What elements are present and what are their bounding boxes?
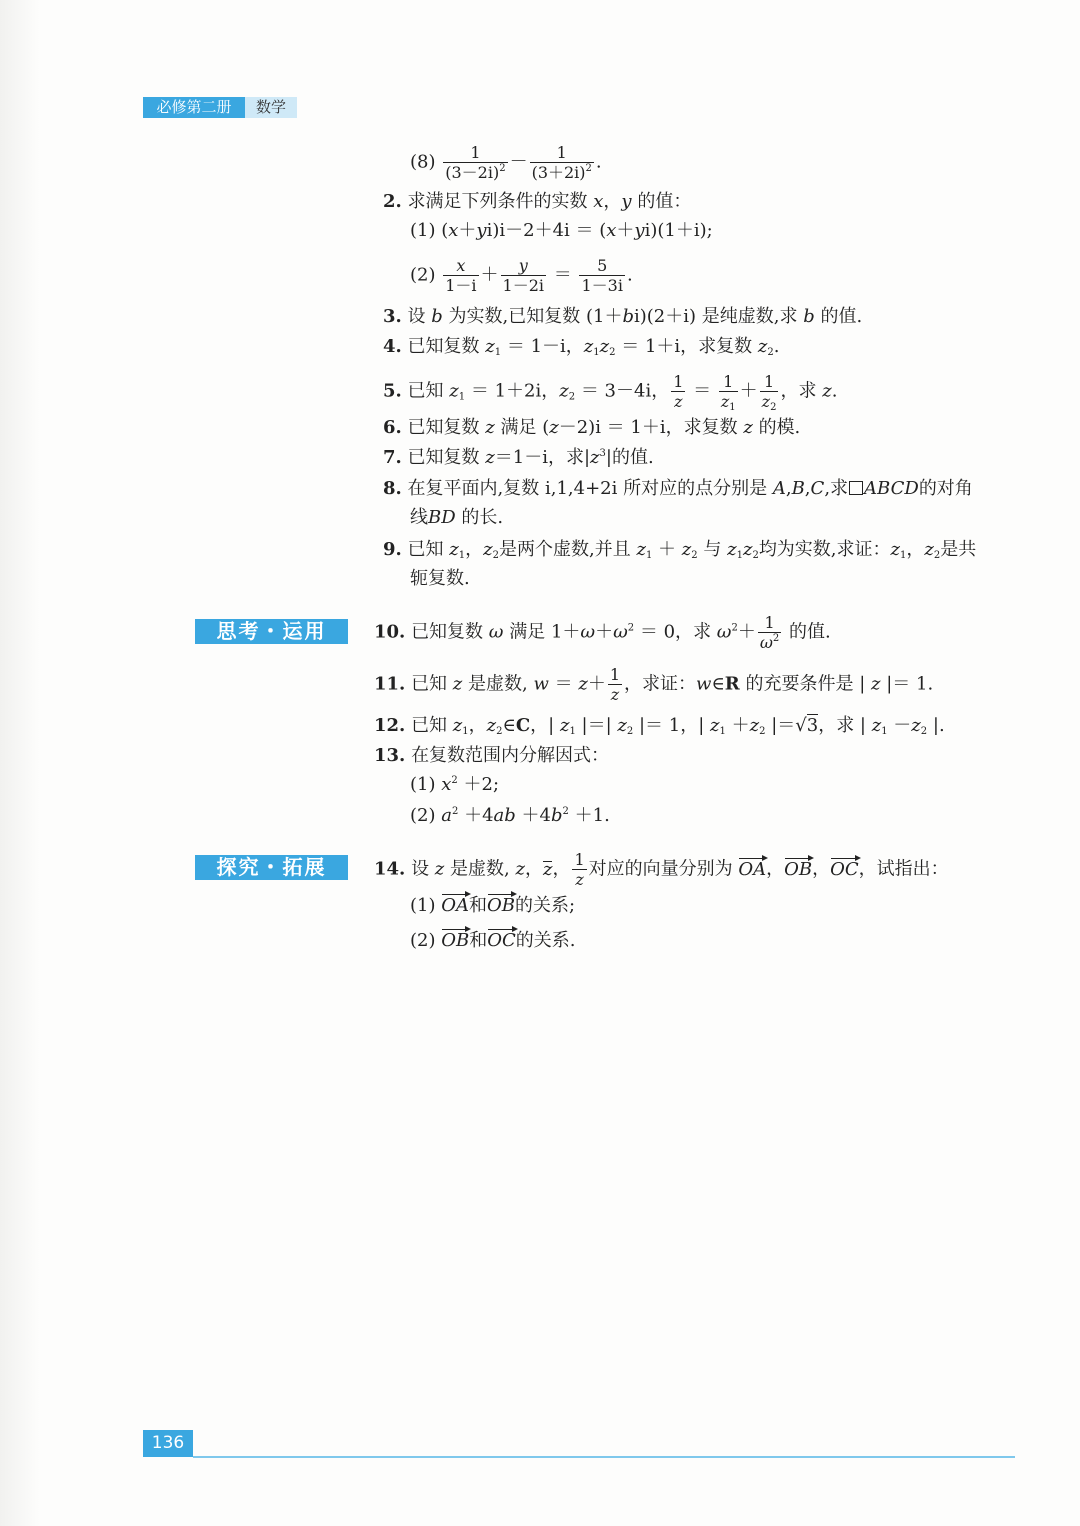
book-title-tag: 必修第二册: [143, 97, 245, 118]
exercise-13-1: (1) $x^2 +2$;: [410, 774, 500, 795]
exercise-14: 14. 设 z 是虚数, z，z， $\frac{1}{z}$ 对应的向量分别为 OA，OB，OC，试指出：: [374, 850, 949, 889]
exercise-6: 6. 已知复数 z 满足 (z－2)i ＝ 1＋i，求复数 z 的模.: [383, 417, 801, 438]
exercise-14-1: (1) OA和OB的关系;: [410, 895, 576, 916]
subject-tag: 数学: [245, 97, 297, 118]
exercise-2-2: (2) $\frac{x}{1-i}$ ＋ $\frac{y}{1-2i}$ ＝ $\frac{5}{1-3i}$ .: [410, 256, 633, 295]
exercise-7: 7. 已知复数 z＝1－i，求$|z^3|$的值.: [383, 447, 654, 468]
exercise-10: 10. 已知复数 ω 满足 $1+\omega+\omega^2 = 0$，求 $\omega^2+$ $\frac{1}{\omega^2}$ 的值.: [374, 613, 831, 652]
page-number: 136: [143, 1430, 193, 1457]
exercise-12: 12. 已知 $z_1$，$z_2\in C$，| $z_1$ |＝| $z_2$ |＝ 1，| $z_1 +z_2$ |＝√3，求 | $z_1 -z_2$ |.: [374, 715, 945, 737]
exercise-8-cont: 线BD 的长.: [410, 507, 504, 528]
exercise-13: 13. 在复数范围内分解因式：: [374, 745, 610, 766]
exercise-14-2: (2) OB和OC的关系.: [410, 930, 576, 951]
exercise-1-8: (8) $\frac{1}{(3-2i)^2}$ － $\frac{1}{(3+2i)^2}$ .: [410, 143, 602, 182]
section-label-think: 思考・运用: [195, 619, 348, 644]
exercise-9: 9. 已知 $z_1$，$z_2$是两个虚数,并且 $z_1 + z_2$ 与 $z_1z_2$均为实数,求证：$z_1$，$z_2$是共: [383, 539, 977, 561]
page-edge-shadow: [0, 0, 40, 1526]
exercise-13-2: (2) $a^2 +4ab +4b^2 +1$.: [410, 805, 610, 826]
exercise-2: 2. 求满足下列条件的实数 x，y 的值：: [383, 191, 692, 212]
exercise-11: 11. 已知 z 是虚数, w ＝ z＋ $\frac{1}{z}$ ，求证：w∈R 的充要条件是 | z |＝ 1.: [374, 665, 934, 704]
footer-rule: [193, 1456, 1015, 1458]
exercise-8: 8. 在复平面内,复数 i,1,4+2i 所对应的点分别是 A,B,C,求 ABCD的对角: [383, 478, 973, 499]
exercise-3: 3. 设 b 为实数,已知复数 (1＋bi)(2＋i) 是纯虚数,求 b 的值.: [383, 306, 863, 327]
exercise-4: 4. 已知复数 $z_1 = 1-i$，$z_1z_2 = 1+i$，求复数 $z_2$.: [383, 336, 780, 358]
section-label-explore: 探究・拓展: [195, 855, 348, 880]
exercise-9-cont: 轭复数.: [410, 568, 470, 589]
exercise-2-1: (1) (x＋yi)i－2＋4i ＝ (x＋yi)(1＋i);: [410, 220, 713, 241]
exercise-5: 5. 已知 $z_1 = 1+2i$，$z_2 = 3-4i$， $\frac{1}{z}$ ＝ $\frac{1}{z_1}$ ＋ $\frac{1}{z_2}$ ，求 z.: [383, 372, 838, 413]
